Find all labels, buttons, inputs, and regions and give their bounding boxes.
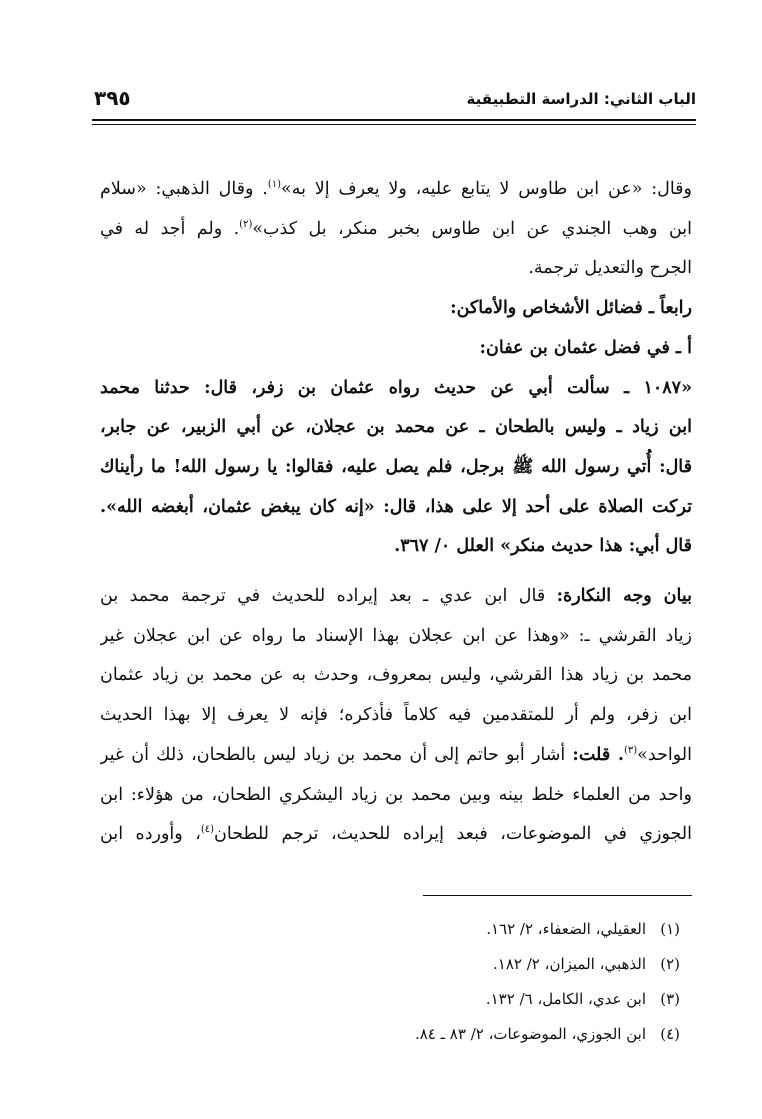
quote-line: قال: أُتي رسول الله ﷺ برجل، فلم يصل عليه، فقالوا: يا رسول الله! ما رأيناك (100, 456, 692, 477)
footnote: (٤)ابن الجوزي، الموضوعات، ٢/ ٨٣ ـ ٨٤. (414, 1025, 680, 1043)
quote-line: قال أبي: هذا حديث منكر» العلل ٠/ ٣٦٧. (394, 536, 692, 557)
text-line: الجوزي في الموضوعات، فبعد إيراده للحديث، ترجم للطحان$^{(٤)}$، وأورده ابن (100, 824, 692, 845)
running-head: الباب الثاني: الدراسة التطبيقية (466, 90, 696, 108)
text-line: زياد القرشي ـ: «وهذا عن ابن عجلان بهذا الإسناد ما رواه عن ابن عجلان غير (100, 625, 692, 646)
text-line: بيان وجه النكارة: قال ابن عدي ـ بعد إيراده للحديث في ترجمة محمد بن (100, 586, 692, 607)
header-rule (92, 119, 696, 121)
text-line: واحد من العلماء خلط بينه وبين محمد بن زياد اليشكري الطحان، من هؤلاء: ابن (100, 784, 692, 805)
quote-line: ابن زياد ـ وليس بالطحان ـ عن محمد بن عجلان، عن أبي الزبير، عن جابر، (100, 417, 692, 438)
quote-line: «١٠٨٧ ـ سألت أبي عن حديث رواه عثمان بن زفر، قال: حدثنا محمد (100, 377, 692, 398)
section-heading: رابعاً ـ فضائل الأشخاص والأماكن: (450, 298, 692, 319)
text-line: الجرح والتعديل ترجمة. (528, 258, 692, 279)
footnotes (100, 912, 680, 1052)
text-line: محمد بن زياد هذا القرشي، وليس بمعروف، وحدث به عن محمد بن زياد عثمان (100, 665, 692, 686)
text-line: وقال: «عن ابن طاوس لا يتابع عليه، ولا يعرف إلا به»$^{(١)}$. وقال الذهبي: «سلام (100, 179, 692, 199)
footnote-ref: (١) (267, 179, 282, 191)
text-line: ابن زفر، ولم أر للمتقدمين فيه كلاماً فأذكره؛ فإنه لا يعرف إلا بهذا الحديث (100, 705, 692, 726)
page-number: ٣٩٥ (94, 86, 131, 110)
footnote-rule (423, 895, 692, 896)
footnote: (٣)ابن عدي، الكامل، ٦/ ١٣٢. (485, 990, 680, 1008)
main-text (100, 170, 692, 855)
footnote-ref: (٢) (239, 218, 253, 230)
analysis-label: بيان وجه النكارة: (556, 586, 692, 607)
footnote-ref: (٤) (200, 824, 215, 836)
quote-line: تركت الصلاة على أحد إلا على هذا، قال: «إنه كان يبغض عثمان، أبغضه الله». (100, 496, 692, 517)
page-header (92, 86, 696, 116)
footnote: (٢)الذهبي، الميزان، ٢/ ١٨٢. (492, 955, 680, 973)
text-line: ابن وهب الجندي عن ابن طاوس بخبر منكر، بل كذب»$^{(٢)}$. ولم أجد له في (100, 218, 692, 239)
footnote-ref: (٣) (623, 745, 638, 757)
text-line: الواحد»$^{(٣)}$. قلت: أشار أبو حاتم إلى أن محمد بن زياد ليس بالطحان، ذلك أن غير (100, 744, 692, 765)
subsection-heading: أ ـ في فضل عثمان بن عفان: (479, 337, 692, 358)
header-rule-thin (92, 124, 696, 125)
footnote: (١)العقيلي، الضعفاء، ٢/ ١٦٢. (486, 920, 680, 938)
